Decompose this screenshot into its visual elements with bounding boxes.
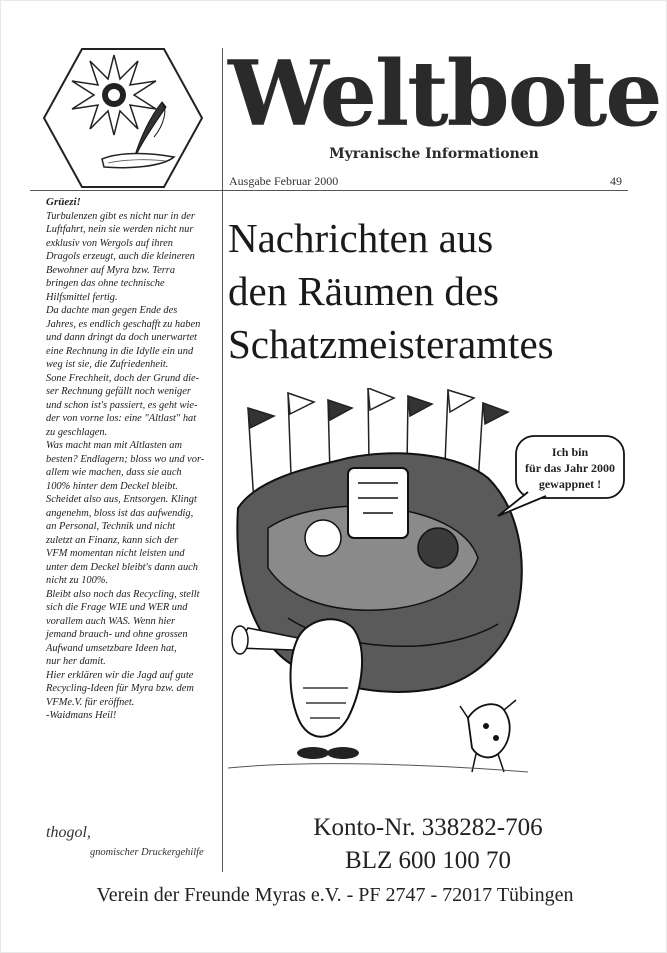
sidebar-line: Bleibt also noch das Recycling, stellt (46, 588, 200, 600)
sidebar-line: Hilfsmittel fertig. (46, 291, 118, 303)
sidebar-line: Recycling-Ideen für Myra bzw. dem (46, 683, 194, 694)
sidebar-line: Sone Frechheit, doch der Grund die- (46, 372, 200, 384)
signature-role: gnomischer Druckergehilfe (90, 847, 204, 858)
edition-label: Ausgabe Februar 2000 (229, 174, 339, 188)
headline-line: Nachrichten aus (228, 215, 494, 261)
gnome-figure (291, 619, 363, 759)
sidebar-line: Turbulenzen gibt es nicht nur in der (46, 210, 195, 222)
sidebar-line: Dragols erzeugt, auch die kleineren (46, 251, 195, 262)
masthead-divider (30, 190, 628, 191)
sidebar-line: angenehm, bloss ist das aufwendig, (46, 507, 194, 519)
speech-bubble (498, 436, 624, 516)
sidebar-line: sich die Frage WIE und WER und (46, 602, 188, 613)
masthead-subtitle: Myranische Informationen (329, 146, 539, 162)
bank-account-number: Konto-Nr. 338282-706 (313, 814, 543, 841)
headline-line: den Räumen des (228, 268, 499, 314)
crowd-figure (237, 453, 521, 692)
headline (228, 212, 638, 371)
sidebar-line: allem wie machen, dass sie auch (46, 467, 182, 478)
speech-bubble-line: für das Jahr 2000 (525, 461, 615, 475)
sidebar-line: unter dem Deckel bleibt's dann auch (46, 561, 198, 573)
sidebar-line: bringen das ohne technische (46, 278, 165, 289)
headline-line: Schatzmeisteramtes (228, 321, 554, 367)
sidebar-line: Da dachte man gegen Ende des (46, 305, 178, 316)
sidebar-line: VFM momentan nicht leisten und (46, 548, 185, 559)
sidebar-line: nur her damit. (46, 656, 106, 667)
sidebar-line: und schon ist's passiert, es geht wie- (46, 399, 198, 411)
sidebar-line: exklusiv von Wergols auf ihren (46, 237, 173, 249)
speech-bubble-line: gewappnet ! (538, 477, 602, 491)
sidebar-line: besten? Endlagern; bloss wo und vor- (46, 453, 205, 465)
sidebar-line: Luftfahrt, nein sie werden nicht nur (46, 224, 194, 235)
sidebar-line: eine Rechnung in die Idylle ein und (46, 345, 194, 357)
speech-bubble-line: Ich bin (551, 445, 589, 459)
sidebar-line: Aufwand umsetzbare Ideen hat, (46, 642, 177, 654)
sidebar-line: Scheidet also aus, Entsorgen. Klingt (46, 494, 197, 505)
column-divider (222, 48, 223, 872)
sidebar-line: ser Rechnung gefällt noch weniger (46, 386, 191, 397)
sidebar-line: der von vorne los: eine "Altlast" hat (46, 413, 197, 424)
sidebar-line: -Waidmans Heil! (46, 710, 117, 721)
signature: thogol, (46, 824, 91, 841)
dog-figure (460, 700, 516, 772)
sidebar-line: Bewohner auf Myra bzw. Terra (46, 264, 176, 276)
masthead-title: Weltbote (228, 41, 661, 147)
footer-address: Verein der Freunde Myras e.V. - PF 2747 - 72017 Tübingen (96, 884, 574, 906)
sidebar-column (46, 196, 216, 723)
sidebar-line: zu geschlagen. (46, 426, 108, 438)
sidebar-line: weg ist sie, die Zufriedenheit. (46, 359, 169, 370)
logo-emblem (42, 47, 204, 189)
sidebar-line: zuletzt an Finanz, kann sich der (46, 534, 179, 546)
sidebar-greeting: Grüezi! (46, 196, 81, 208)
sidebar-line: an Personal, Technik und nicht (46, 521, 176, 532)
star-icon (72, 55, 156, 135)
issue-number: 49 (610, 174, 622, 188)
sidebar-line: und dann dringt da doch unerwartet (46, 332, 197, 343)
sidebar-line: vorallem auch WAS. Wenn hier (46, 615, 176, 627)
illustration-knight-procession (228, 388, 628, 800)
sidebar-line: nicht zu 100%. (46, 575, 109, 586)
sidebar-line: jemand brauch- und ohne grossen (46, 629, 188, 640)
sidebar-line: Hier erklären wir die Jagd auf gute (46, 669, 194, 681)
sidebar-line: Was macht man mit Altlasten am (46, 440, 182, 451)
sidebar-line: Jahres, es endlich geschafft zu haben (46, 318, 201, 330)
sidebar-line: 100% hinter dem Deckel bleibt. (46, 480, 178, 492)
bank-code: BLZ 600 100 70 (345, 847, 511, 874)
sidebar-line: VFMe.V. für eröffnet. (46, 696, 135, 708)
